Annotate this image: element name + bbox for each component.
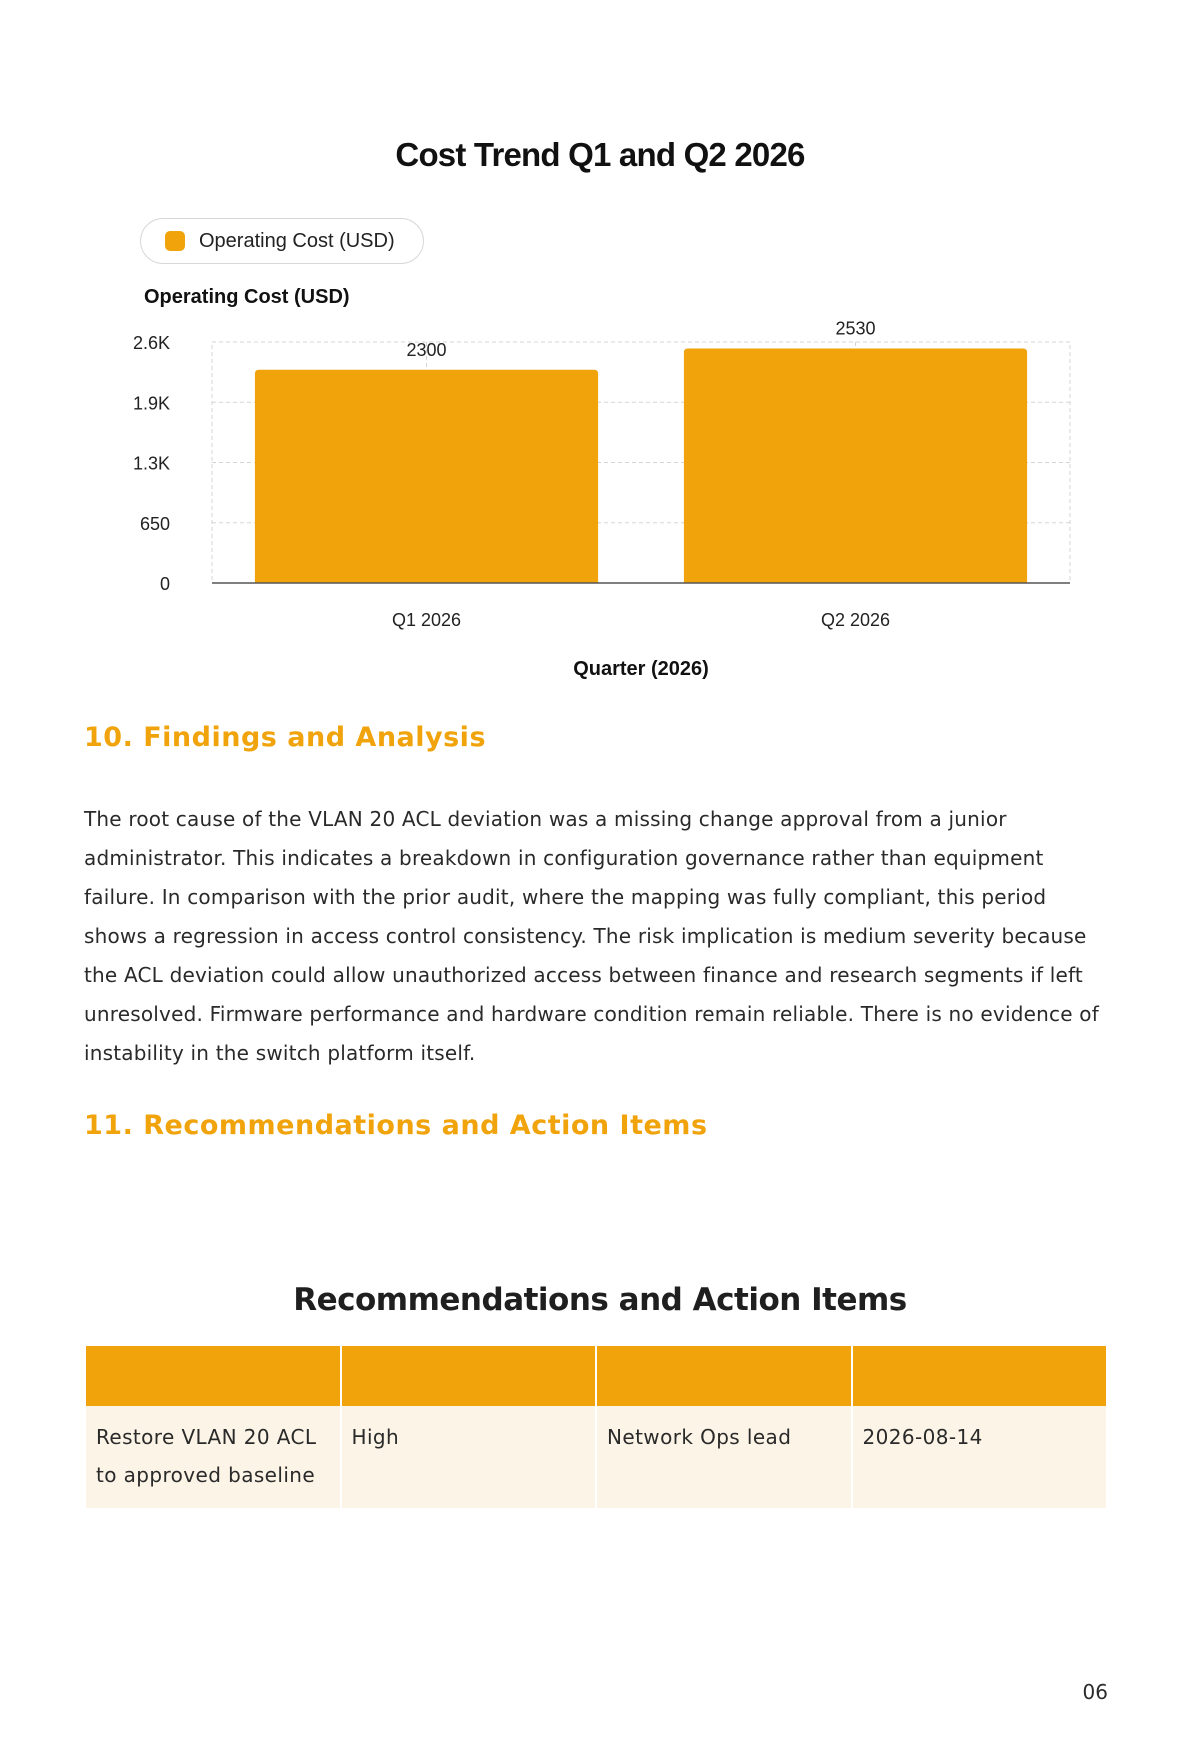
x-tick-label: Q2 2026 — [820, 610, 891, 630]
bar-q1-2026 — [255, 370, 598, 583]
x-axis-label: Quarter (2026) — [573, 658, 709, 680]
findings-heading: 10. Findings and Analysis — [84, 722, 487, 753]
legend-label: Operating Cost (USD) — [199, 229, 395, 252]
owner-cell: Network Ops lead — [597, 1406, 851, 1508]
y-tick-label: 1.9K — [132, 393, 170, 414]
y-tick-label: 0 — [159, 574, 170, 594]
data-label: 2530 — [835, 318, 876, 339]
bar-q2-2026 — [684, 348, 1027, 583]
priority-cell: High — [342, 1406, 596, 1508]
recommendation-cell: Restore VLAN 20 ACL to approved baseline — [86, 1406, 340, 1508]
table-header-cell — [342, 1346, 596, 1406]
table-header-cell — [853, 1346, 1107, 1406]
y-tick-label: 1.3K — [132, 453, 170, 474]
page-number: 06 — [1082, 1680, 1108, 1704]
recommendations-heading: 11. Recommendations and Action Items — [84, 1110, 708, 1141]
y-tick-label: 2.6K — [132, 333, 170, 353]
y-axis-label: Operating Cost (USD) — [144, 286, 350, 308]
table-header-cell — [597, 1346, 851, 1406]
recommendations-table — [84, 1346, 1108, 1508]
y-tick-label: 650 — [139, 513, 170, 534]
table-title: Recommendations and Action Items — [293, 1282, 907, 1318]
table-header-cell — [86, 1346, 340, 1406]
table-header-row — [86, 1346, 1106, 1406]
data-label: 2300 — [406, 339, 447, 360]
due-date-cell: 2026-08-14 — [853, 1406, 1107, 1508]
x-tick-label: Q1 2026 — [391, 610, 462, 630]
findings-paragraph: The root cause of the VLAN 20 ACL deviation was a missing change approval from a junior administrator. This indicates a breakdown in configuration governance rather than equipment failure. In comparison with the prior audit, where the mapping was fully compliant, this period shows a regression in access control consistency. The risk implication is medium severity because the ACL deviation could allow unauthorized access between finance and research segments if left unresolved. Firmware performance and hardware condition remain reliable. There is no evidence of instability in the switch platform itself. — [84, 807, 1099, 1065]
bar-chart — [0, 0, 1200, 700]
chart-title: Cost Trend Q1 and Q2 2026 — [395, 136, 805, 173]
table-row — [86, 1406, 1106, 1508]
